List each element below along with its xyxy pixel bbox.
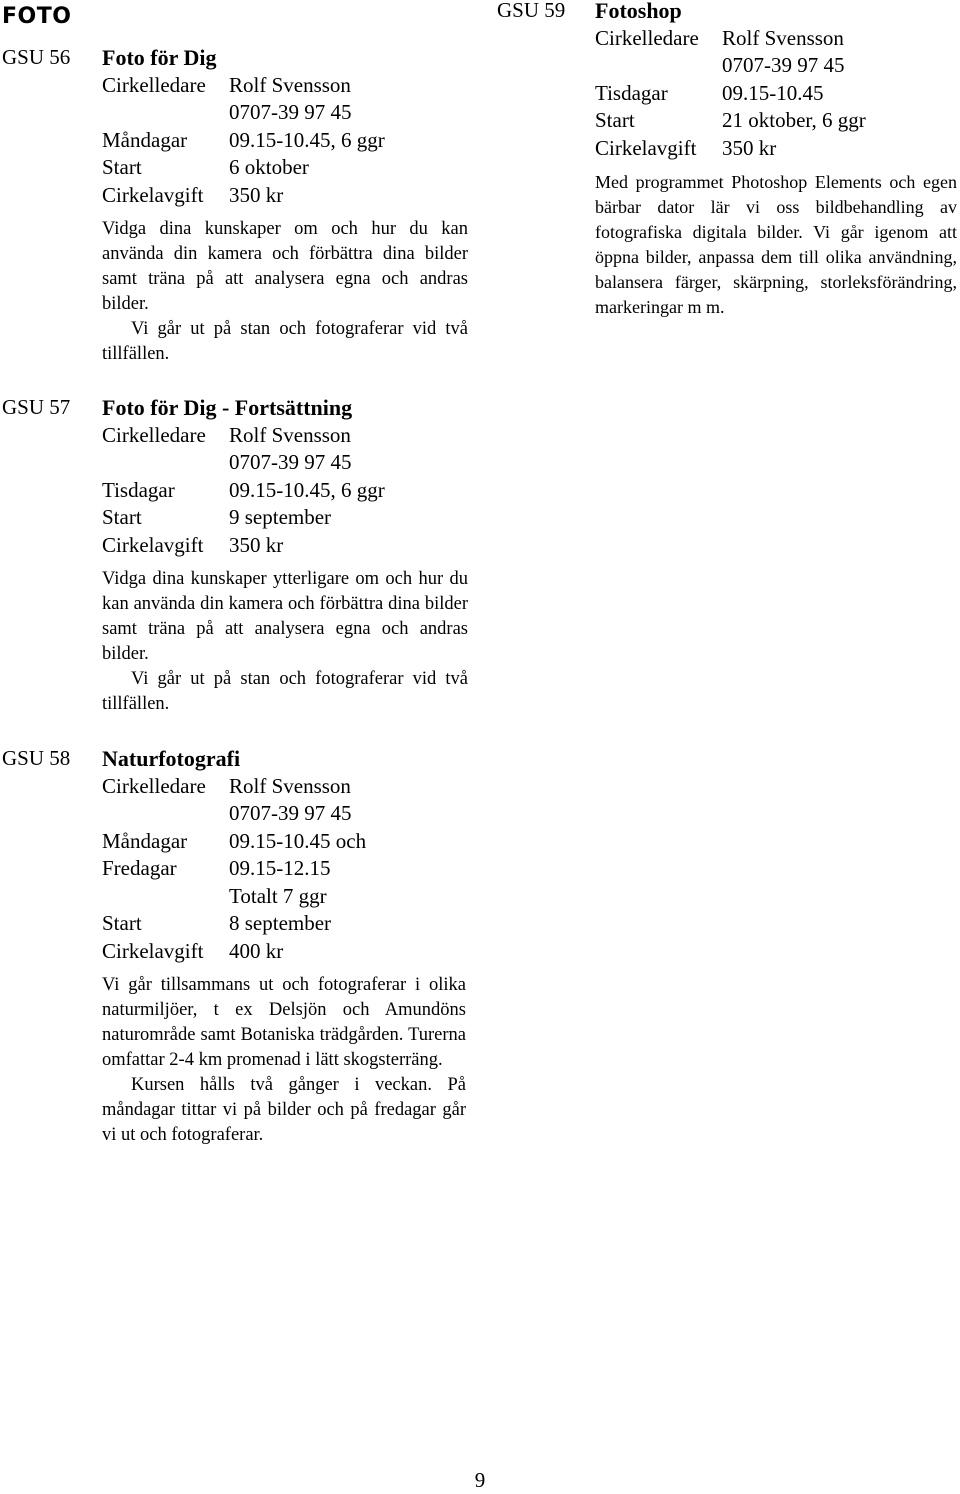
course-title: Foto för Dig <box>102 45 217 70</box>
time-value-2: 09.15-12.15 <box>229 856 331 880</box>
start-label: Start <box>102 911 142 935</box>
start-row <box>102 910 466 938</box>
leader-name: Rolf Svensson <box>229 72 351 97</box>
time-value: 09.15-10.45 och <box>229 828 367 853</box>
start-value: 8 september <box>229 911 332 935</box>
section-title: FOTO <box>2 4 72 29</box>
schedule-row <box>102 828 466 856</box>
description-paragraph: Vidga dina kunskaper ytterligare om och hur du kan använda din kamera och förbättra dina bilder samt träna på att analysera egna och andras bilder. <box>102 569 468 664</box>
start-value: 21 oktober, 6 ggr <box>722 108 866 132</box>
course-description <box>595 170 957 320</box>
leader-name: Rolf Svensson <box>229 773 351 798</box>
fee-value: 350 kr <box>722 135 777 160</box>
start-label: Start <box>595 108 635 132</box>
schedule-row <box>102 477 468 505</box>
fee-label: Cirkelavgift <box>102 182 204 207</box>
description-paragraph: Vi går tillsammans ut och fotograferar i olika naturmiljöer, t ex Delsjön och Amundöns naturområde samt Botaniska trädgården. Turerna omfattar 2-4 km promenad i lätt skogsterräng. <box>102 975 466 1070</box>
leader-name: Rolf Svensson <box>229 422 351 447</box>
fee-row <box>102 532 468 560</box>
fee-row <box>595 135 957 163</box>
start-value: 6 oktober <box>229 155 309 179</box>
leader-row <box>102 422 468 450</box>
leader-row <box>102 72 468 100</box>
start-row <box>102 504 468 532</box>
leader-phone: 0707-39 97 45 <box>722 53 845 77</box>
day-label-2: Fredagar <box>102 856 177 880</box>
description-paragraph-2: Vi går ut på stan och fotograferar vid två tillfällen. <box>102 669 468 714</box>
fee-label: Cirkelavgift <box>102 938 204 963</box>
description-paragraph: Vidga dina kunskaper om och hur du kan använda din kamera och förbättra dina bilder samt träna på att analysera egna och andras bilder. <box>102 219 468 314</box>
day-label: Tisdagar <box>595 80 668 105</box>
start-row <box>102 154 468 182</box>
phone-row <box>102 800 466 828</box>
phone-row <box>595 52 957 80</box>
total-row <box>102 883 466 911</box>
schedule-row <box>595 80 957 108</box>
course-code: GSU 57 <box>2 395 71 419</box>
leader-name: Rolf Svensson <box>722 25 844 50</box>
leader-label: Cirkelledare <box>595 25 699 50</box>
course-description <box>102 973 466 1148</box>
course-content <box>102 745 466 1148</box>
fee-row <box>102 938 466 966</box>
course-code: GSU 56 <box>2 45 71 69</box>
fee-label: Cirkelavgift <box>102 532 204 557</box>
start-row <box>595 107 957 135</box>
course-description <box>102 567 468 717</box>
description-paragraph-2: Kursen hålls två gånger i veckan. På måndagar tittar vi på bilder och på fredagar går vi ut och fotograferar. <box>102 1075 466 1145</box>
leader-label: Cirkelledare <box>102 773 206 798</box>
start-value: 9 september <box>229 505 332 529</box>
day-label: Måndagar <box>102 828 188 853</box>
course-content <box>595 0 957 320</box>
time-value: 09.15-10.45, 6 ggr <box>229 477 385 502</box>
description-paragraph: Med programmet Photoshop Elements och egen bärbar dator lär vi oss bildbehandling av fotografiska digitala bilder. Vi går igenom att öppna bilder, anpassa dem till olika användning, balansera färger, skärpning, storleksförändring, markeringar m m. <box>595 172 957 317</box>
schedule-row-2 <box>102 855 466 883</box>
course-title: Foto för Dig - Fortsättning <box>102 395 353 420</box>
fee-value: 400 kr <box>229 938 284 963</box>
leader-row <box>102 773 466 801</box>
leader-phone: 0707-39 97 45 <box>229 450 352 474</box>
course-code: GSU 59 <box>497 0 566 22</box>
day-label: Måndagar <box>102 127 188 152</box>
leader-label: Cirkelledare <box>102 72 206 97</box>
course-content <box>102 394 468 717</box>
description-paragraph-2: Vi går ut på stan och fotograferar vid två tillfällen. <box>102 319 468 364</box>
start-label: Start <box>102 505 142 529</box>
phone-row <box>102 449 468 477</box>
time-value: 09.15-10.45 <box>722 80 824 105</box>
total-sessions: Totalt 7 ggr <box>229 883 327 908</box>
phone-row <box>102 99 468 127</box>
leader-row <box>595 25 957 53</box>
fee-value: 350 kr <box>229 182 284 207</box>
leader-phone: 0707-39 97 45 <box>229 801 352 825</box>
course-content <box>102 44 468 367</box>
fee-row <box>102 182 468 210</box>
leader-label: Cirkelledare <box>102 422 206 447</box>
fee-label: Cirkelavgift <box>595 135 697 160</box>
course-title: Naturfotografi <box>102 746 241 771</box>
page-number: 9 <box>474 1468 486 1492</box>
course-title: Fotoshop <box>595 0 682 23</box>
course-code: GSU 58 <box>2 746 71 770</box>
fee-value: 350 kr <box>229 532 284 557</box>
leader-phone: 0707-39 97 45 <box>229 100 352 124</box>
schedule-row <box>102 127 468 155</box>
course-description <box>102 217 468 367</box>
day-label: Tisdagar <box>102 477 175 502</box>
start-label: Start <box>102 155 142 179</box>
time-value: 09.15-10.45, 6 ggr <box>229 127 385 152</box>
